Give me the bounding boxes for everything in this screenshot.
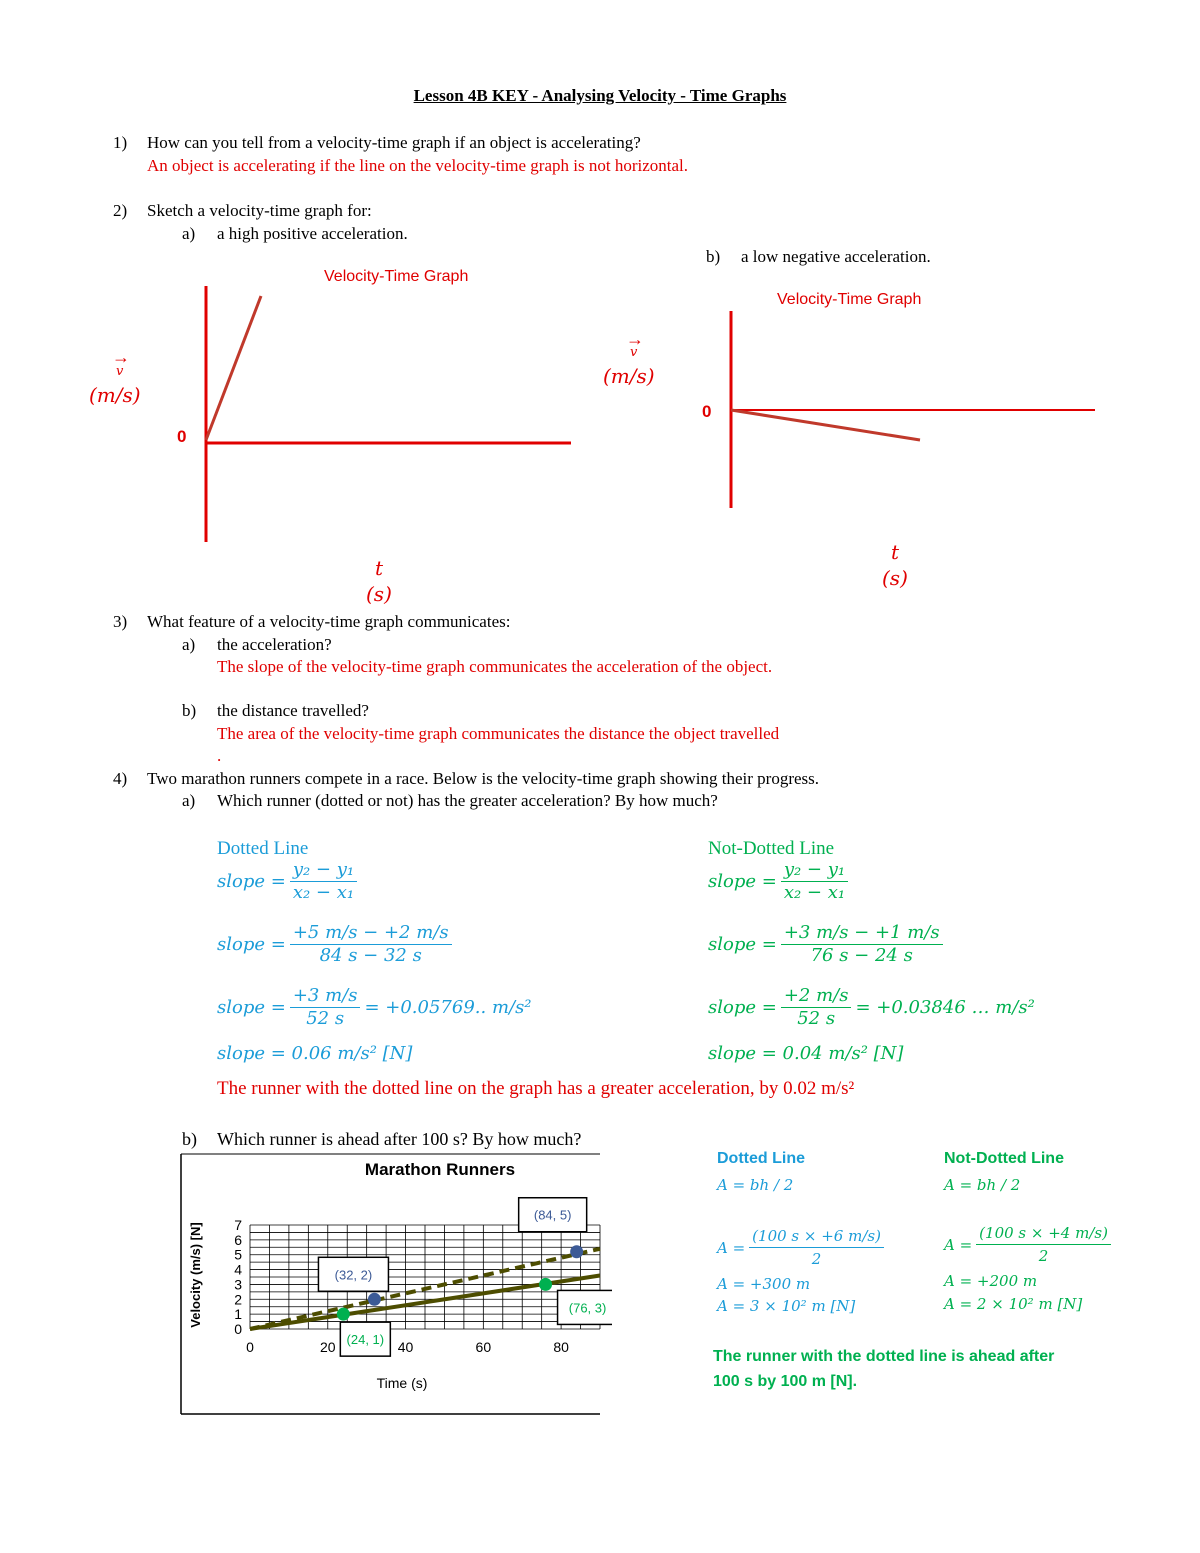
sketch-a-x-symbol: t xyxy=(375,556,384,580)
sketch-b-origin: 0 xyxy=(702,402,712,421)
sketch-b-y-symbol: v xyxy=(630,345,638,360)
q4-a-text: Which runner (dotted or not) has the greater acceleration? By how much? xyxy=(217,791,718,810)
y-tick-label: 5 xyxy=(234,1246,242,1263)
x-tick-label: 60 xyxy=(475,1339,492,1355)
sketch-a-y-unit: (m/s) xyxy=(89,383,141,407)
page-title: Lesson 4B KEY - Analysing Velocity - Time Graphs xyxy=(413,86,787,105)
area-not-dotted-final: A = 2 × 10² m [N] xyxy=(944,1295,1083,1313)
not-dotted-calc-num: +2 m/s xyxy=(781,985,852,1008)
dotted-slope-word-1: slope = xyxy=(217,871,286,892)
sketch-graph-a xyxy=(0,0,1200,620)
x-tick-label: 40 xyxy=(397,1339,414,1355)
not-dotted-formula-den: x₂ − x₁ xyxy=(783,882,846,903)
dotted-final: slope = 0.06 m/s² [N] xyxy=(217,1043,413,1064)
q4-number: 4) xyxy=(113,769,128,788)
data-point xyxy=(337,1308,350,1321)
y-tick-label: 7 xyxy=(234,1217,242,1233)
area-not-dotted-heading: Not-Dotted Line xyxy=(944,1150,1064,1167)
sketch-b-y-unit: (m/s) xyxy=(603,364,655,388)
dotted-slope-formula xyxy=(217,859,361,904)
q3-b-label: b) xyxy=(182,701,197,720)
q2-b-text: a low negative acceleration. xyxy=(741,247,931,266)
dotted-formula-den: x₂ − x₁ xyxy=(292,882,355,903)
q4-b-conclusion-1: The runner with the dotted line is ahead after xyxy=(713,1348,1055,1365)
dotted-sub-num: +5 m/s − +2 m/s xyxy=(290,922,452,945)
sketch-b-line xyxy=(731,410,920,440)
marathon-chart xyxy=(172,1148,612,1418)
dotted-calc-num: +3 m/s xyxy=(290,985,361,1008)
dotted-heading: Dotted Line xyxy=(217,838,309,859)
point-label: (32, 2) xyxy=(334,1267,373,1283)
point-label: (76, 3) xyxy=(568,1300,607,1316)
sketch-b-title: Velocity-Time Graph xyxy=(777,291,922,308)
chart-y-label: Velocity (m/s) [N] xyxy=(188,1222,203,1328)
q4-a-conclusion: The runner with the dotted line on the graph has a greater acceleration, by 0.02 m/s² xyxy=(217,1078,855,1099)
not-dotted-slope-word-1: slope = xyxy=(708,871,777,892)
area-not-dotted-sub: A = $\frac{(100 s \times +4 m/s)}{2}$ xyxy=(944,1222,1115,1267)
dotted-calc-result: = +0.05769.. m/s² xyxy=(364,997,532,1018)
chart-x-label: Time (s) xyxy=(376,1375,428,1391)
dotted-slope-sub xyxy=(217,922,456,967)
not-dotted-final: slope = 0.04 m/s² [N] xyxy=(708,1043,904,1064)
chart-title: Marathon Runners xyxy=(364,1160,516,1179)
q3-a-text: the acceleration? xyxy=(217,635,332,654)
q1-question: How can you tell from a velocity-time graph if an object is accelerating? xyxy=(147,133,641,152)
y-tick-label: 4 xyxy=(234,1261,242,1278)
dotted-slope-word-3: slope = xyxy=(217,997,286,1018)
q3-b-answer: The area of the velocity-time graph communicates the distance the object travelled xyxy=(217,724,780,743)
q3-number: 3) xyxy=(113,612,128,631)
q2-number: 2) xyxy=(113,201,128,220)
y-tick-label: 1 xyxy=(234,1306,242,1323)
q2-a-text: a high positive acceleration. xyxy=(217,224,408,243)
y-tick-label: 0 xyxy=(234,1321,242,1337)
not-dotted-slope-word-2: slope = xyxy=(708,934,777,955)
sketch-a-x-unit: (s) xyxy=(366,582,392,606)
q3-b-text: the distance travelled? xyxy=(217,701,369,720)
data-point xyxy=(368,1293,381,1306)
sketch-b-x-unit: (s) xyxy=(882,566,908,590)
point-label: (84, 5) xyxy=(533,1207,572,1223)
not-dotted-formula-num: y₂ − y₁ xyxy=(781,859,848,882)
x-tick-label: 20 xyxy=(319,1339,336,1355)
area-not-dotted-result: A = +200 m xyxy=(944,1272,1038,1290)
q4-b-conclusion-2: 100 s by 100 m [N]. xyxy=(713,1373,858,1390)
area-not-dotted-sub-num: (100 s × +4 m/s) xyxy=(976,1222,1111,1245)
not-dotted-slope-formula xyxy=(708,859,852,904)
dotted-slope-word-2: slope = xyxy=(217,934,286,955)
x-tick-label: 0 xyxy=(246,1339,254,1355)
not-dotted-sub-num: +3 m/s − +1 m/s xyxy=(781,922,943,945)
not-dotted-calc-result: = +0.03846 … m/s² xyxy=(855,997,1035,1018)
sketch-a-y-symbol: v xyxy=(116,364,124,379)
y-tick-label: 6 xyxy=(234,1231,242,1248)
not-dotted-slope-sub xyxy=(708,922,947,967)
q2-a-label: a) xyxy=(182,224,196,243)
area-dotted-final: A = 3 × 10² m [N] xyxy=(717,1297,856,1315)
area-not-dotted-sub-den: 2 xyxy=(1038,1247,1049,1265)
point-label: (24, 1) xyxy=(346,1332,385,1348)
data-point xyxy=(539,1278,552,1291)
area-dotted-result: A = +300 m xyxy=(717,1275,811,1293)
sketch-a-origin: 0 xyxy=(177,427,187,446)
q4-b-text: Which runner is ahead after 100 s? By how much? xyxy=(217,1129,582,1149)
q4-b-label: b) xyxy=(182,1129,197,1149)
area-dotted-formula: A = bh / 2 xyxy=(717,1176,794,1194)
data-point xyxy=(570,1245,583,1258)
q2-b-label: b) xyxy=(706,247,721,266)
not-dotted-calc-den: 52 s xyxy=(797,1008,836,1029)
area-dotted-sub-num: (100 s × +6 m/s) xyxy=(749,1225,884,1248)
area-not-dotted-formula: A = bh / 2 xyxy=(944,1176,1021,1194)
dotted-slope-calc xyxy=(217,985,532,1030)
q3-question: What feature of a velocity-time graph communicates: xyxy=(147,612,511,631)
area-dotted-sub: A = $\frac{(100 s \times +6 m/s)}{2}$ xyxy=(717,1225,888,1270)
x-tick-label: 80 xyxy=(553,1339,569,1355)
y-tick-label: 3 xyxy=(234,1276,242,1293)
not-dotted-heading: Not-Dotted Line xyxy=(708,838,835,859)
q3-b-answer-dot: . xyxy=(217,746,222,765)
q1-number: 1) xyxy=(113,133,128,152)
not-dotted-slope-calc xyxy=(708,985,1035,1030)
not-dotted-sub-den: 76 s − 24 s xyxy=(810,945,913,966)
sketch-a-title: Velocity-Time Graph xyxy=(324,268,469,285)
q4-question: Two marathon runners compete in a race. Below is the velocity-time graph showing their progress. xyxy=(147,769,820,788)
q3-a-label: a) xyxy=(182,635,196,654)
dotted-calc-den: 52 s xyxy=(306,1008,345,1029)
q3-a-answer: The slope of the velocity-time graph communicates the acceleration of the object. xyxy=(217,657,773,676)
y-tick-label: 2 xyxy=(234,1291,242,1308)
sketch-b-y-arrow: → xyxy=(626,329,644,349)
sketch-a-y-arrow: → xyxy=(112,347,130,367)
sketch-a-line xyxy=(206,296,261,440)
not-dotted-slope-word-3: slope = xyxy=(708,997,777,1018)
dotted-formula-num: y₂ − y₁ xyxy=(290,859,357,882)
area-dotted-sub-den: 2 xyxy=(811,1250,822,1268)
q4-a-label: a) xyxy=(182,791,196,810)
q1-answer: An object is accelerating if the line on the velocity-time graph is not horizontal. xyxy=(147,156,688,175)
sketch-b-x-symbol: t xyxy=(891,540,900,564)
area-dotted-heading: Dotted Line xyxy=(717,1150,805,1167)
chart-grid xyxy=(250,1225,600,1329)
dotted-sub-den: 84 s − 32 s xyxy=(319,945,422,966)
q2-question: Sketch a velocity-time graph for: xyxy=(147,201,372,220)
